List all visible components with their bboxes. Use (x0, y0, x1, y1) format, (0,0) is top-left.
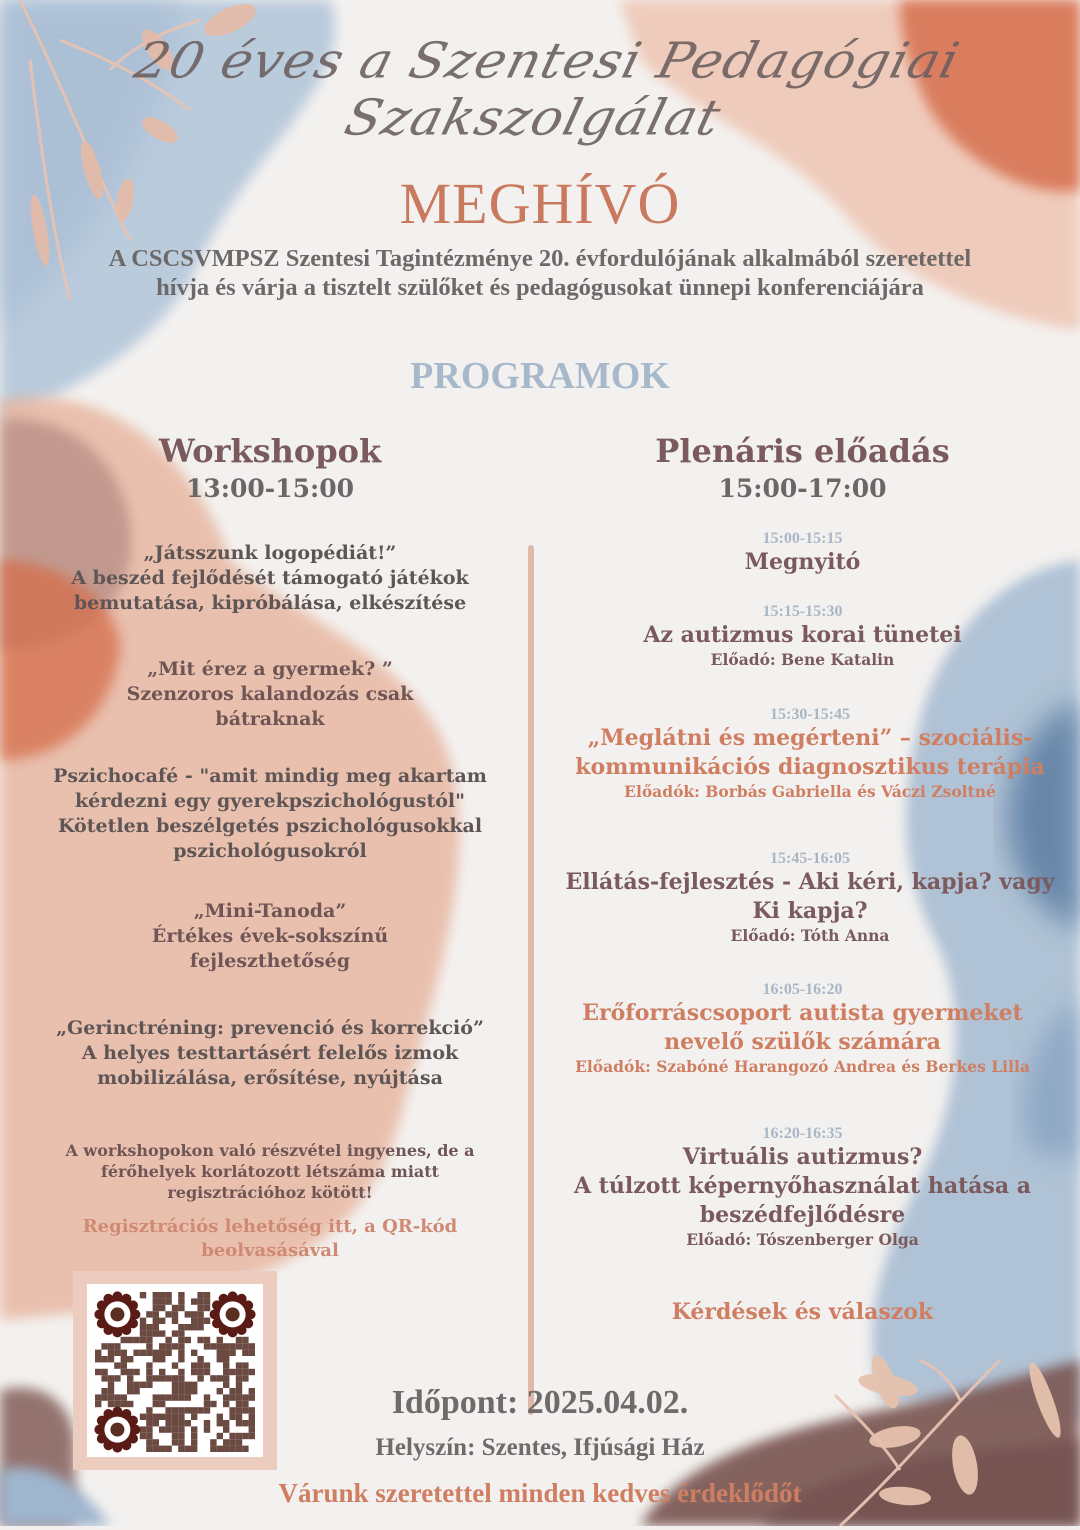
qr-module (108, 1343, 114, 1349)
qr-module (236, 1369, 242, 1375)
qr-module (153, 1375, 159, 1381)
participation-note (20, 1140, 520, 1203)
qr-module (140, 1330, 146, 1336)
qr-module (95, 1356, 101, 1362)
qr-module (217, 1375, 223, 1381)
qr-module (108, 1356, 114, 1362)
qr-module (121, 1356, 127, 1362)
qr-module (242, 1343, 248, 1349)
slot-speaker: Előadók: Borbás Gabriella és Váczi Zsoltné (624, 782, 996, 801)
workshop-item (20, 657, 520, 732)
qr-module (197, 1311, 203, 1317)
workshop-line: A beszéd fejlődését támogató játékok (71, 567, 469, 589)
workshop-line: kérdezni egy gyerekpszichológustól" (74, 790, 466, 812)
qr-module (159, 1292, 165, 1298)
intro-text (0, 244, 1080, 302)
plenary-slot (540, 706, 1080, 801)
qr-module (159, 1426, 165, 1432)
qr-module (114, 1343, 120, 1349)
qr-module (185, 1324, 191, 1330)
qr-module (146, 1369, 152, 1375)
plenary-slot (540, 530, 1065, 577)
qr-module (210, 1375, 216, 1381)
qr-module (172, 1426, 178, 1432)
qr-module (204, 1318, 210, 1324)
qr-module (223, 1362, 229, 1368)
workshop-line: bátraknak (215, 708, 325, 730)
qr-module (153, 1298, 159, 1304)
qr-module (101, 1375, 107, 1381)
qr-module (165, 1311, 171, 1317)
slot-time: 16:05-16:20 (762, 981, 843, 998)
slot-title: Virtuális autizmus? (682, 1144, 923, 1170)
slot-title: beszédfejlődésre (699, 1202, 906, 1228)
event-date: Időpont: 2025.04.02. (391, 1384, 689, 1421)
qr-module (178, 1426, 184, 1432)
note-line: A workshopokon való részvétel ingyenes, de a (65, 1141, 475, 1160)
qr-module (153, 1292, 159, 1298)
workshop-line: fejleszthetőség (189, 950, 351, 972)
qr-module (178, 1343, 184, 1349)
qr-module (223, 1356, 229, 1362)
qr-module (127, 1369, 133, 1375)
qr-module (249, 1426, 255, 1432)
workshops-time: 13:00-15:00 (186, 474, 354, 503)
qr-module (140, 1324, 146, 1330)
qr-module (159, 1298, 165, 1304)
qr-module (165, 1343, 171, 1349)
slot-title: A túlzott képernyőhasználat hatása a (573, 1173, 1032, 1199)
qr-module (165, 1375, 171, 1381)
qr-module (204, 1426, 210, 1432)
qr-module (127, 1356, 133, 1362)
qr-module (191, 1362, 197, 1368)
plenary-slot (540, 981, 1065, 1076)
registration-info (20, 1215, 520, 1263)
qr-module (108, 1350, 114, 1356)
qr-module (249, 1343, 255, 1349)
qr-module (197, 1324, 203, 1330)
qr-module (204, 1362, 210, 1368)
note-line: férőhelyek korlátozott létszáma miatt (100, 1162, 440, 1181)
qr-module (178, 1324, 184, 1330)
qr-module (121, 1362, 127, 1368)
workshop-item (20, 764, 520, 864)
qr-module (172, 1375, 178, 1381)
qr-module (153, 1311, 159, 1317)
qr-module (133, 1350, 139, 1356)
qr-module (178, 1369, 184, 1375)
qr-module (172, 1311, 178, 1317)
qr-module (236, 1337, 242, 1343)
qr-module (153, 1350, 159, 1356)
qr-module (133, 1369, 139, 1375)
qr-module (140, 1292, 146, 1298)
qr-module (191, 1324, 197, 1330)
qr-module (236, 1362, 242, 1368)
qr-module (204, 1292, 210, 1298)
qr-module (197, 1292, 203, 1298)
qr-module (133, 1337, 139, 1343)
qr-module (197, 1362, 203, 1368)
qr-module (204, 1369, 210, 1375)
qr-module (153, 1324, 159, 1330)
qr-module (242, 1337, 248, 1343)
qr-module (153, 1305, 159, 1311)
slot-speaker: Előadók: Szabóné Harangozó Andrea és Berkes Lilla (575, 1057, 1030, 1076)
qr-module (165, 1426, 171, 1432)
slot-speaker: Előadó: Tóth Anna (730, 926, 890, 945)
qa-session: Kérdések és válaszok (671, 1299, 934, 1325)
workshop-line: Kötetlen beszélgetés pszichológusokkal (57, 815, 483, 837)
qr-module (101, 1356, 107, 1362)
qr-module (242, 1375, 248, 1381)
qr-module (159, 1356, 165, 1362)
slot-title: nevelő szülők számára (664, 1029, 941, 1055)
intro-line: A CSCSVMPSZ Szentesi Tagintézménye 20. évfordulójának alkalmából szeretettel (108, 245, 972, 272)
qr-module (165, 1292, 171, 1298)
qr-module (185, 1311, 191, 1317)
qr-module (197, 1298, 203, 1304)
qr-module (101, 1369, 107, 1375)
qr-module (121, 1350, 127, 1356)
plenary-slot (540, 850, 1080, 945)
qr-code-pattern (87, 1284, 263, 1457)
qr-module (191, 1426, 197, 1432)
qr-module (191, 1369, 197, 1375)
qr-module (223, 1350, 229, 1356)
qr-module (165, 1298, 171, 1304)
qr-module (236, 1375, 242, 1381)
column-divider (528, 545, 534, 1415)
workshop-line: Szenzoros kalandozás csak (126, 683, 414, 705)
qr-module (223, 1343, 229, 1349)
note-line: regisztrációhoz kötött! (167, 1183, 373, 1202)
workshop-line: mobilizálása, erősítése, nyújtása (97, 1067, 443, 1089)
workshop-title: „Gerinctréning: prevenció és korrekció” (56, 1017, 484, 1039)
qr-module (242, 1350, 248, 1356)
plenary-heading: Plenáris előadás (655, 432, 950, 470)
qr-module (204, 1298, 210, 1304)
qr-module (172, 1343, 178, 1349)
qr-module (121, 1369, 127, 1375)
qr-finder-pattern (94, 1291, 140, 1337)
plenary-time: 15:00-17:00 (718, 474, 887, 503)
qr-module (146, 1337, 152, 1343)
qr-module (127, 1337, 133, 1343)
qr-module (191, 1350, 197, 1356)
slot-title: Megnyitó (744, 549, 861, 575)
slot-title: Az autizmus korai tünetei (643, 622, 962, 648)
qr-module (95, 1369, 101, 1375)
qr-module (146, 1362, 152, 1368)
qr-module (146, 1375, 152, 1381)
slot-speaker: Előadó: Tószenberger Olga (686, 1230, 919, 1249)
slot-time: 15:00-15:15 (762, 530, 843, 547)
qr-module (172, 1362, 178, 1368)
qr-module (159, 1330, 165, 1336)
qr-module (217, 1356, 223, 1362)
qr-module (178, 1337, 184, 1343)
qr-module (178, 1305, 184, 1311)
qr-module (249, 1350, 255, 1356)
qr-module (197, 1356, 203, 1362)
qr-module (217, 1343, 223, 1349)
qr-module (242, 1362, 248, 1368)
plenary-slot (540, 1125, 1065, 1249)
qr-module (223, 1369, 229, 1375)
qr-module (178, 1330, 184, 1336)
qr-module (140, 1350, 146, 1356)
qr-module (95, 1350, 101, 1356)
plenary-slot (540, 603, 1065, 669)
qr-module (217, 1350, 223, 1356)
qr-module (204, 1337, 210, 1343)
qr-module (114, 1375, 120, 1381)
qr-module (197, 1337, 203, 1343)
qr-module (178, 1350, 184, 1356)
qr-module (191, 1318, 197, 1324)
workshop-item (20, 899, 520, 974)
qr-module (140, 1318, 146, 1324)
qr-module (165, 1350, 171, 1356)
workshop-item (20, 541, 520, 616)
closing-invitation: Várunk szeretettel minden kedves érdeklődőt (278, 1478, 802, 1508)
registration-line: Regisztrációs lehetőség itt, a QR-kód (82, 1216, 458, 1237)
qr-module (229, 1343, 235, 1349)
registration-line: beolvasásával (201, 1240, 339, 1261)
slot-speaker: Előadó: Bene Katalin (710, 650, 895, 669)
qr-module (146, 1330, 152, 1336)
qr-module (153, 1356, 159, 1362)
qr-module (197, 1375, 203, 1381)
qr-module (223, 1426, 229, 1432)
invitation-title: MEGHÍVÓ (399, 171, 681, 236)
qr-module (172, 1305, 178, 1311)
qr-module (185, 1337, 191, 1343)
qr-module (127, 1375, 133, 1381)
intro-line: hívja és várja a tisztelt szülőket és pedagógusokat ünnepi konferenciájára (156, 274, 924, 301)
qr-module (108, 1375, 114, 1381)
qr-module (172, 1318, 178, 1324)
slot-title: Erőforráscsoport autista gyermeket (582, 1000, 1023, 1026)
event-location: Helyszín: Szentes, Ifjúsági Ház (375, 1434, 705, 1461)
qr-module (178, 1298, 184, 1304)
slot-title: Ki kapja? (752, 898, 868, 924)
qr-module (153, 1330, 159, 1336)
qr-module (101, 1343, 107, 1349)
qr-module (146, 1343, 152, 1349)
workshop-line: A helyes testtartásért felelős izmok (81, 1042, 459, 1064)
qr-module (242, 1369, 248, 1375)
slot-title: „Meglátni és megérteni” – szociális- (587, 725, 1033, 751)
qr-module (159, 1369, 165, 1375)
qr-code-image (87, 1284, 263, 1457)
qr-module (114, 1350, 120, 1356)
script-title: 20 éves a Szentesi Pedagógiai Szakszolgálat (128, 33, 966, 147)
qr-module (140, 1337, 146, 1343)
slot-time: 15:45-16:05 (770, 850, 850, 867)
qr-module (249, 1369, 255, 1375)
workshops-heading: Workshopok (158, 432, 382, 470)
workshop-title: „Játsszunk logopédiát!” (143, 542, 397, 564)
slot-time: 15:30-15:45 (770, 706, 850, 723)
qr-module (191, 1298, 197, 1304)
qr-module (204, 1343, 210, 1349)
slot-title: kommunikációs diagnosztikus terápia (575, 754, 1045, 780)
qr-module (197, 1318, 203, 1324)
qr-module (178, 1292, 184, 1298)
qr-module (146, 1311, 152, 1317)
qr-module (159, 1375, 165, 1381)
qr-module (159, 1343, 165, 1349)
workshop-title: „Mit érez a gyermek? ” (147, 658, 393, 680)
qr-module (159, 1318, 165, 1324)
qr-module (121, 1337, 127, 1343)
qr-module (159, 1350, 165, 1356)
qr-module (146, 1324, 152, 1330)
slot-title: Ellátás-fejlesztés - Aki kéri, kapja? vagy (565, 869, 1055, 895)
qr-module (178, 1375, 184, 1381)
qr-module (229, 1369, 235, 1375)
qr-module (159, 1305, 165, 1311)
workshop-line: pszichológusokról (173, 840, 367, 862)
qr-module (114, 1362, 120, 1368)
qr-module (172, 1330, 178, 1336)
qr-module (217, 1337, 223, 1343)
workshop-title: Pszichocafé - "amit mindig meg akartam (53, 765, 487, 787)
workshop-line: bemutatása, kipróbálása, elkészítése (73, 592, 467, 614)
workshop-item (20, 1016, 520, 1091)
programs-heading: PROGRAMOK (410, 355, 670, 397)
qr-module (229, 1350, 235, 1356)
slot-time: 16:20-16:35 (762, 1125, 843, 1142)
qr-module (204, 1305, 210, 1311)
qr-module (197, 1305, 203, 1311)
qr-module (197, 1369, 203, 1375)
qr-module (236, 1343, 242, 1349)
qr-module (140, 1426, 146, 1432)
workshop-line: Értékes évek-sokszínű (151, 925, 389, 947)
qr-module (146, 1350, 152, 1356)
qr-module (165, 1337, 171, 1343)
qr-module (210, 1343, 216, 1349)
qr-module (153, 1318, 159, 1324)
qr-module (223, 1375, 229, 1381)
qr-finder-pattern (210, 1291, 256, 1337)
qr-module (146, 1426, 152, 1432)
slot-time: 15:15-15:30 (762, 603, 843, 620)
qr-module (191, 1311, 197, 1317)
qr-module (178, 1356, 184, 1362)
workshop-title: „Mini-Tanoda” (193, 900, 347, 922)
